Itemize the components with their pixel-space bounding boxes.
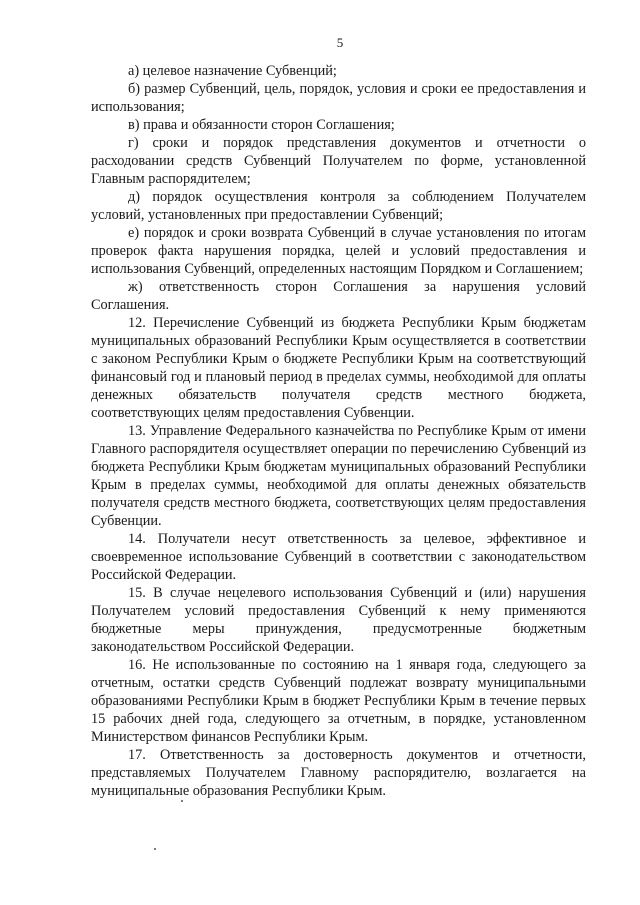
clause-g: г) сроки и порядок представления документов и отчетности о расходовании средств Субвенций Получателем по форме, установленной Главным распорядителем; (91, 135, 586, 187)
clause-e: е) порядок и сроки возврата Субвенций в случае установления по итогам проверок факта нарушения порядка, целей и условий предоставления и использования Субвенций, определенных настоящим Порядком и Соглашением; (91, 225, 586, 277)
clause-d: д) порядок осуществления контроля за соблюдением Получателем условий, установленных при предоставлении Субвенций; (91, 189, 586, 223)
section-13: 13. Управление Федерального казначейства по Республике Крым от имени Главного распорядителя осуществляет операции по перечислению Субвенций из бюджета Республики Крым бюджетам муниципальных образований Республики Крым в пределах суммы, необходимой для оплаты денежных обязательств получателя средств местного бюджета, соответствующих целям предоставления Субвенции. (91, 423, 586, 529)
clause-a: а) целевое назначение Субвенций; (128, 63, 337, 79)
page-number: 5 (336, 35, 344, 50)
scan-speck (181, 800, 183, 802)
clause-v: в) права и обязанности сторон Соглашения; (128, 117, 395, 133)
section-15: 15. В случае нецелевого использования Субвенций и (или) нарушения Получателем условий предоставления Субвенций к нему применяются бюджетные меры принуждения, предусмотренные бюджетным законодательством Российской Федерации. (91, 585, 586, 655)
document-body (91, 62, 586, 800)
section-16: 16. Не использованные по состоянию на 1 января года, следующего за отчетным, остатки средств Субвенций подлежат возврату муниципальными образованиями Республики Крым в бюджет Республики Крым в течение первых 15 рабочих дней года, следующего за отчетным, в порядке, установленном Министерством финансов Республики Крым. (91, 657, 586, 745)
section-17: 17. Ответственность за достоверность документов и отчетности, представляемых Получателем Главному распорядителю, возлагается на муниципальные образования Республики Крым. (91, 747, 586, 799)
clause-zh: ж) ответственность сторон Соглашения за нарушения условий Соглашения. (91, 279, 586, 313)
scan-speck (154, 848, 156, 850)
clause-b: б) размер Субвенций, цель, порядок, условия и сроки ее предоставления и использования; (91, 81, 586, 115)
section-14: 14. Получатели несут ответственность за целевое, эффективное и своевременное использование Субвенций в соответствии с законодательством Российской Федерации. (91, 531, 586, 583)
section-12: 12. Перечисление Субвенций из бюджета Республики Крым бюджетам муниципальных образований Республики Крым осуществляется в соответствии с законом Республики Крым о бюджете Республики Крым на соответствующий финансовый год и плановый период в пределах суммы, необходимой для оплаты денежных обязательств получателя средств местного бюджета, соответствующих целям предоставления Субвенции. (91, 315, 586, 421)
